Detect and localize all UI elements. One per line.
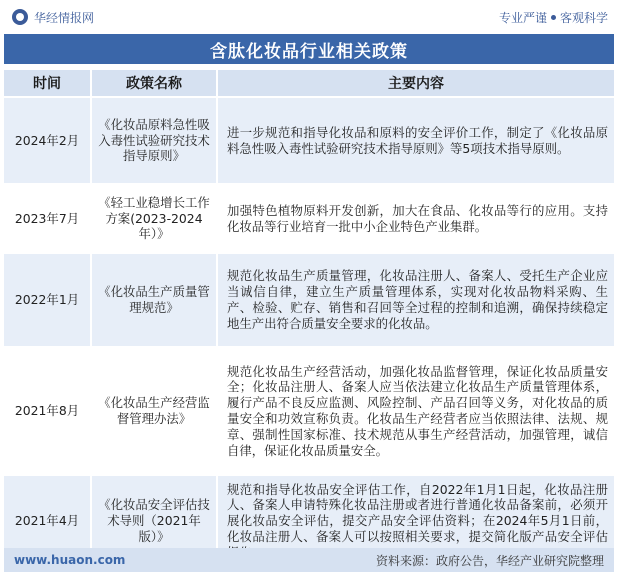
cell-content: 规范和指导化妆品安全评估工作，自2022年1月1日起，化妆品注册人、备案人申请特殊化妆品注册或者进行普通化妆品备案前，必须开展化妆品安全评估，提交产品安全评估资料；在2024年5月1日前，化妆品注册人、备案人可以按照相关要求，提交简化版产品安全评估 xyxy=(218,476,614,566)
table-row xyxy=(4,185,614,252)
logo-icon xyxy=(12,9,28,25)
cell-content: 规范化妆品生产经营活动，加强化妆品监督管理，保证化妆品质量安全；化妆品注册人、备案人应当依法建立化妆品生产质量管理体系，履行产品不良反应监测、风险控制、产品召回等义务，对化妆品的质量安全和功效宣称负责。化妆品生产经营者应当依照法律、法规、规章、强制性国家标准、技术规范从事生产经营活动，加强管理，诚信自律，保证化妆品质量安全。 xyxy=(218,348,614,474)
slogan xyxy=(499,9,608,26)
cell-policy-name: 《化妆品生产质量管理规范》 xyxy=(92,254,218,346)
page-title: 含肽化妆品行业相关政策 xyxy=(4,34,614,64)
cell-date: 2024年2月 xyxy=(4,98,92,183)
footer-url[interactable]: www.huaon.com xyxy=(14,553,126,567)
column-header-date: 时间 xyxy=(4,70,92,96)
slogan-left: 专业严谨 xyxy=(498,10,547,25)
cell-date: 2023年7月 xyxy=(4,185,92,252)
footer-source: 资料来源：政府公告，华经产业研究院整理 xyxy=(375,553,604,568)
cell-date: 2021年8月 xyxy=(4,348,92,474)
column-header-policy-name: 政策名称 xyxy=(92,70,218,96)
brand-bar xyxy=(0,0,618,34)
brand xyxy=(12,9,94,26)
cell-date: 2022年1月 xyxy=(4,254,92,346)
cell-content: 进一步规范和指导化妆品和原料的安全评价工作，制定了《化妆品原料急性吸入毒性试验研究技术指导原则》等5项技术指导原则。 xyxy=(218,98,614,183)
policy-table xyxy=(4,68,614,568)
brand-name: 华经情报网 xyxy=(34,10,95,25)
table-row xyxy=(4,348,614,474)
table-header-row xyxy=(4,70,614,96)
cell-policy-name: 《轻工业稳增长工作方案(2023-2024年）》 xyxy=(92,185,218,252)
column-header-content: 主要内容 xyxy=(218,70,614,96)
cell-content: 规范化妆品生产质量管理，化妆品注册人、备案人、受托生产企业应当诚信自律，建立生产质量管理体系，实现对化妆品物料采购、生产、检验、贮存、销售和召回等全过程的控制和追溯，确保持续稳定地生产出符合质量安全要求的化妆品。 xyxy=(218,254,614,346)
cell-content: 加强特色植物原料开发创新，加大在食品、化妆品等行的应用。支持化妆品等行业培育一批中小企业特色产业集群。 xyxy=(218,185,614,252)
cell-policy-name: 《化妆品安全评估技术导则（2021年版）》 xyxy=(92,476,218,566)
cell-date: 2021年4月 xyxy=(4,476,92,566)
slogan-right: 客观科学 xyxy=(559,10,608,25)
footer xyxy=(4,548,614,572)
table-row xyxy=(4,98,614,183)
table-row xyxy=(4,254,614,346)
cell-policy-name: 《化妆品原料急性吸入毒性试验研究技术指导原则》 xyxy=(92,98,218,183)
cell-policy-name: 《化妆品生产经营监督管理办法》 xyxy=(92,348,218,474)
bullet-icon xyxy=(551,15,556,20)
